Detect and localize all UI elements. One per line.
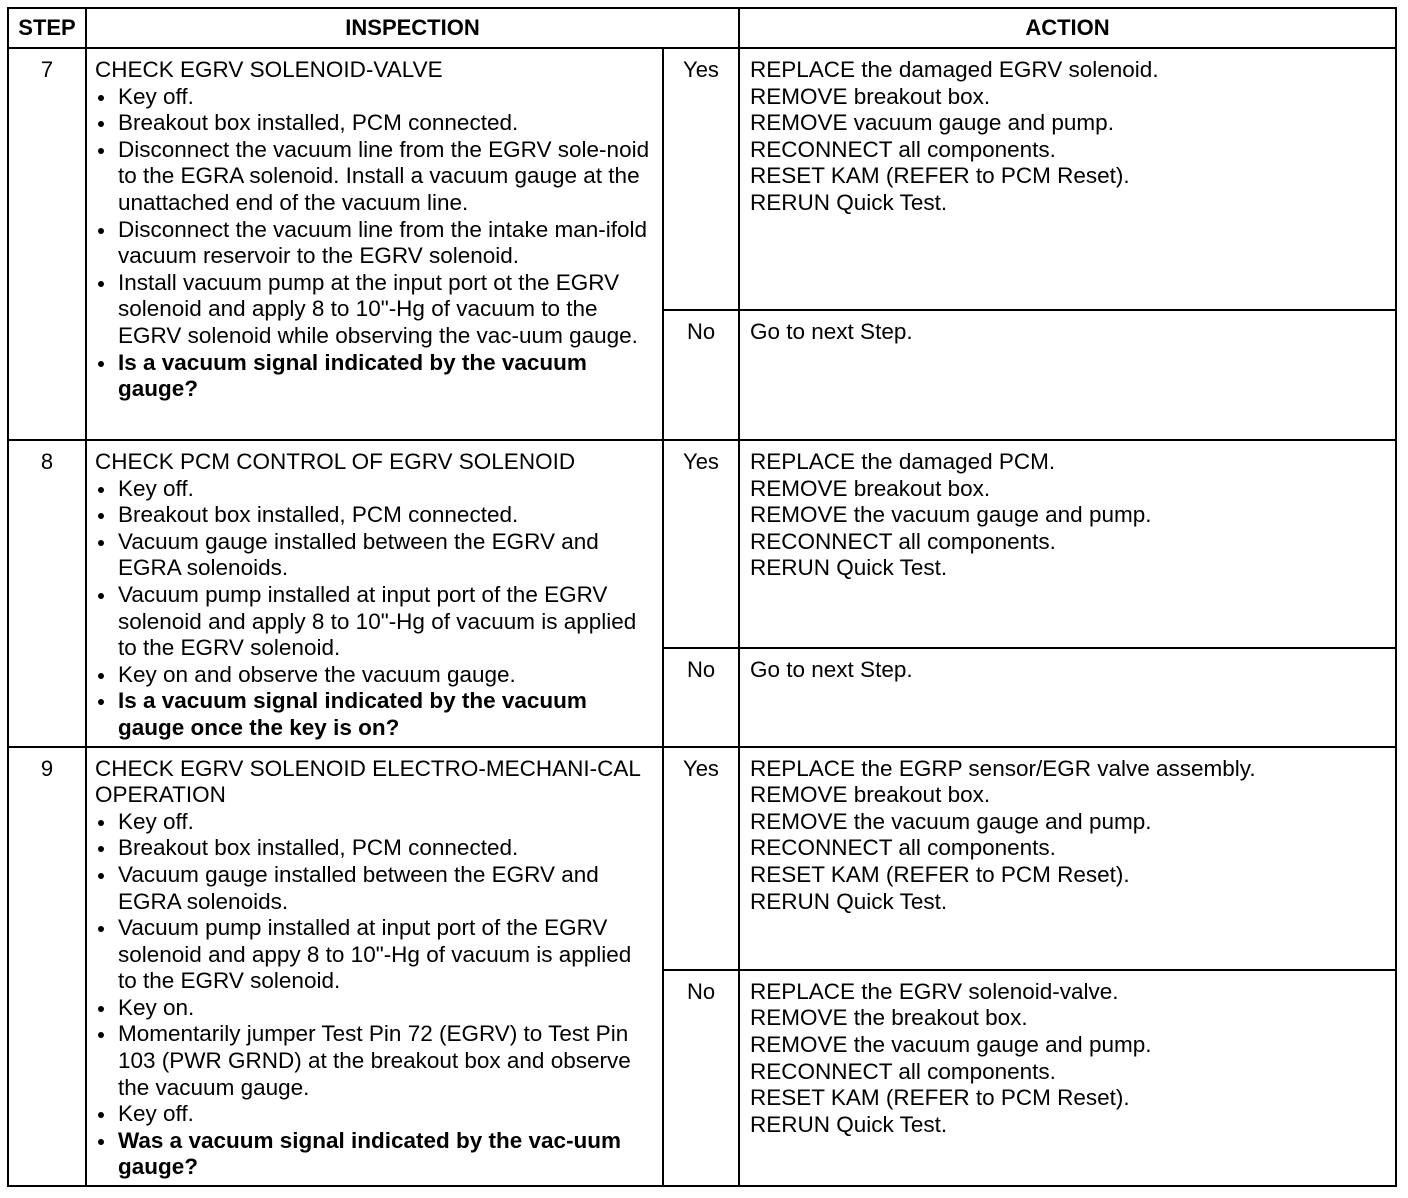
no-action-cell [739,648,1396,746]
inspection-title: CHECK EGRV SOLENOID-VALVE [95,57,443,82]
action-line: RERUN Quick Test. [750,888,948,914]
action-line: Go to next Step. [750,657,913,683]
no-action-cell [739,310,1396,440]
table-body [8,48,1396,1186]
diagnostic-table [7,7,1397,1187]
inspection-bullet: Breakout box installed, PCM connected. [95,835,654,862]
action-column-header: ACTION [739,8,1396,48]
inspection-column-header: INSPECTION [86,8,739,48]
action-line: REMOVE breakout box. [750,475,991,501]
action-line: REMOVE the vacuum gauge and pump. [750,502,1152,528]
action-line: REMOVE vacuum gauge and pump. [750,110,1114,136]
no-label: No [663,648,739,746]
inspection-cell [86,440,663,747]
inspection-question: Is a vacuum signal indicated by the vacuum gauge? [95,350,654,403]
inspection-bullet: Momentarily jumper Test Pin 72 (EGRV) to Test Pin 103 (PWR GRND) at the breakout box and observe the vacuum gauge. [95,1021,654,1101]
inspection-cell [86,747,663,1187]
action-line: REPLACE the damaged PCM. [750,449,1056,474]
inspection-bullet-list [95,84,654,403]
inspection-bullet: Vacuum pump installed at input port of the EGRV solenoid and apply 8 to 10"-Hg of vacuum is applied to the EGRV solenoid. [95,582,654,662]
action-line: RERUN Quick Test. [750,189,948,215]
action-line: REMOVE breakout box. [750,782,991,808]
action-line: REMOVE breakout box. [750,83,991,109]
action-line: RECONNECT all components. [750,528,1056,554]
inspection-cell [86,48,663,440]
inspection-bullet-list [95,476,654,742]
inspection-bullet: Key off. [95,84,654,111]
inspection-bullet: Key off. [95,809,654,836]
step-row-yes [8,747,1396,970]
action-line: REMOVE the breakout box. [750,1005,1028,1031]
yes-label: Yes [663,48,739,310]
action-line: REPLACE the damaged EGRV solenoid. [750,57,1159,82]
inspection-bullet: Install vacuum pump at the input port ot the EGRV solenoid and apply 8 to 10"-Hg of vacuum to the EGRV solenoid while observing the vac-uum gauge. [95,270,654,350]
yes-label: Yes [663,747,739,970]
step-column-header: STEP [8,8,86,48]
table-header-row [8,8,1396,48]
action-line: REMOVE the vacuum gauge and pump. [750,1031,1152,1057]
inspection-bullet: Key on. [95,995,654,1022]
inspection-bullet: Vacuum pump installed at input port of the EGRV solenoid and appy 8 to 10"-Hg of vacuum is applied to the EGRV solenoid. [95,915,654,995]
yes-action-cell [739,747,1396,970]
action-line: Go to next Step. [750,319,913,344]
action-line: REMOVE the vacuum gauge and pump. [750,808,1152,834]
inspection-bullet: Key off. [95,476,654,503]
action-line: REPLACE the EGRP sensor/EGR valve assembly. [750,755,1256,781]
action-line: RERUN Quick Test. [750,555,948,581]
step-number: 8 [8,440,86,747]
yes-label: Yes [663,440,739,648]
action-line: RERUN Quick Test. [750,1111,948,1137]
inspection-bullet: Key on and observe the vacuum gauge. [95,662,654,689]
step-number: 9 [8,747,86,1187]
inspection-title: CHECK PCM CONTROL OF EGRV SOLENOID [95,449,576,474]
inspection-question: Is a vacuum signal indicated by the vacuum gauge once the key is on? [95,688,654,741]
inspection-bullet: Breakout box installed, PCM connected. [95,110,654,137]
action-line: REPLACE the EGRV solenoid-valve. [750,978,1119,1004]
action-line: RECONNECT all components. [750,136,1056,162]
inspection-bullet: Vacuum gauge installed between the EGRV and EGRA solenoids. [95,529,654,582]
inspection-title: CHECK EGRV SOLENOID ELECTRO-MECHANI-CAL OPERATION [95,755,641,808]
yes-action-cell [739,48,1396,310]
action-line: RESET KAM (REFER to PCM Reset). [750,163,1130,189]
no-label: No [663,310,739,440]
step-number: 7 [8,48,86,440]
inspection-bullet: Vacuum gauge installed between the EGRV and EGRA solenoids. [95,862,654,915]
no-action-cell [739,970,1396,1186]
inspection-bullet-list [95,809,654,1181]
action-line: RECONNECT all components. [750,1058,1056,1084]
action-line: RECONNECT all components. [750,835,1056,861]
action-line: RESET KAM (REFER to PCM Reset). [750,1085,1130,1111]
inspection-bullet: Disconnect the vacuum line from the intake man-ifold vacuum reservoir to the EGRV solenoid. [95,217,654,270]
inspection-bullet: Key off. [95,1101,654,1128]
diagnostic-page [7,7,1395,1187]
inspection-bullet: Disconnect the vacuum line from the EGRV sole-noid to the EGRA solenoid. Install a vacuum gauge at the unattached end of the vacuum line. [95,137,654,217]
yes-action-cell [739,440,1396,648]
step-row-yes [8,48,1396,310]
inspection-question: Was a vacuum signal indicated by the vac-uum gauge? [95,1128,654,1181]
action-line: RESET KAM (REFER to PCM Reset). [750,861,1130,887]
inspection-bullet: Breakout box installed, PCM connected. [95,502,654,529]
step-row-yes [8,440,1396,648]
no-label: No [663,970,739,1186]
